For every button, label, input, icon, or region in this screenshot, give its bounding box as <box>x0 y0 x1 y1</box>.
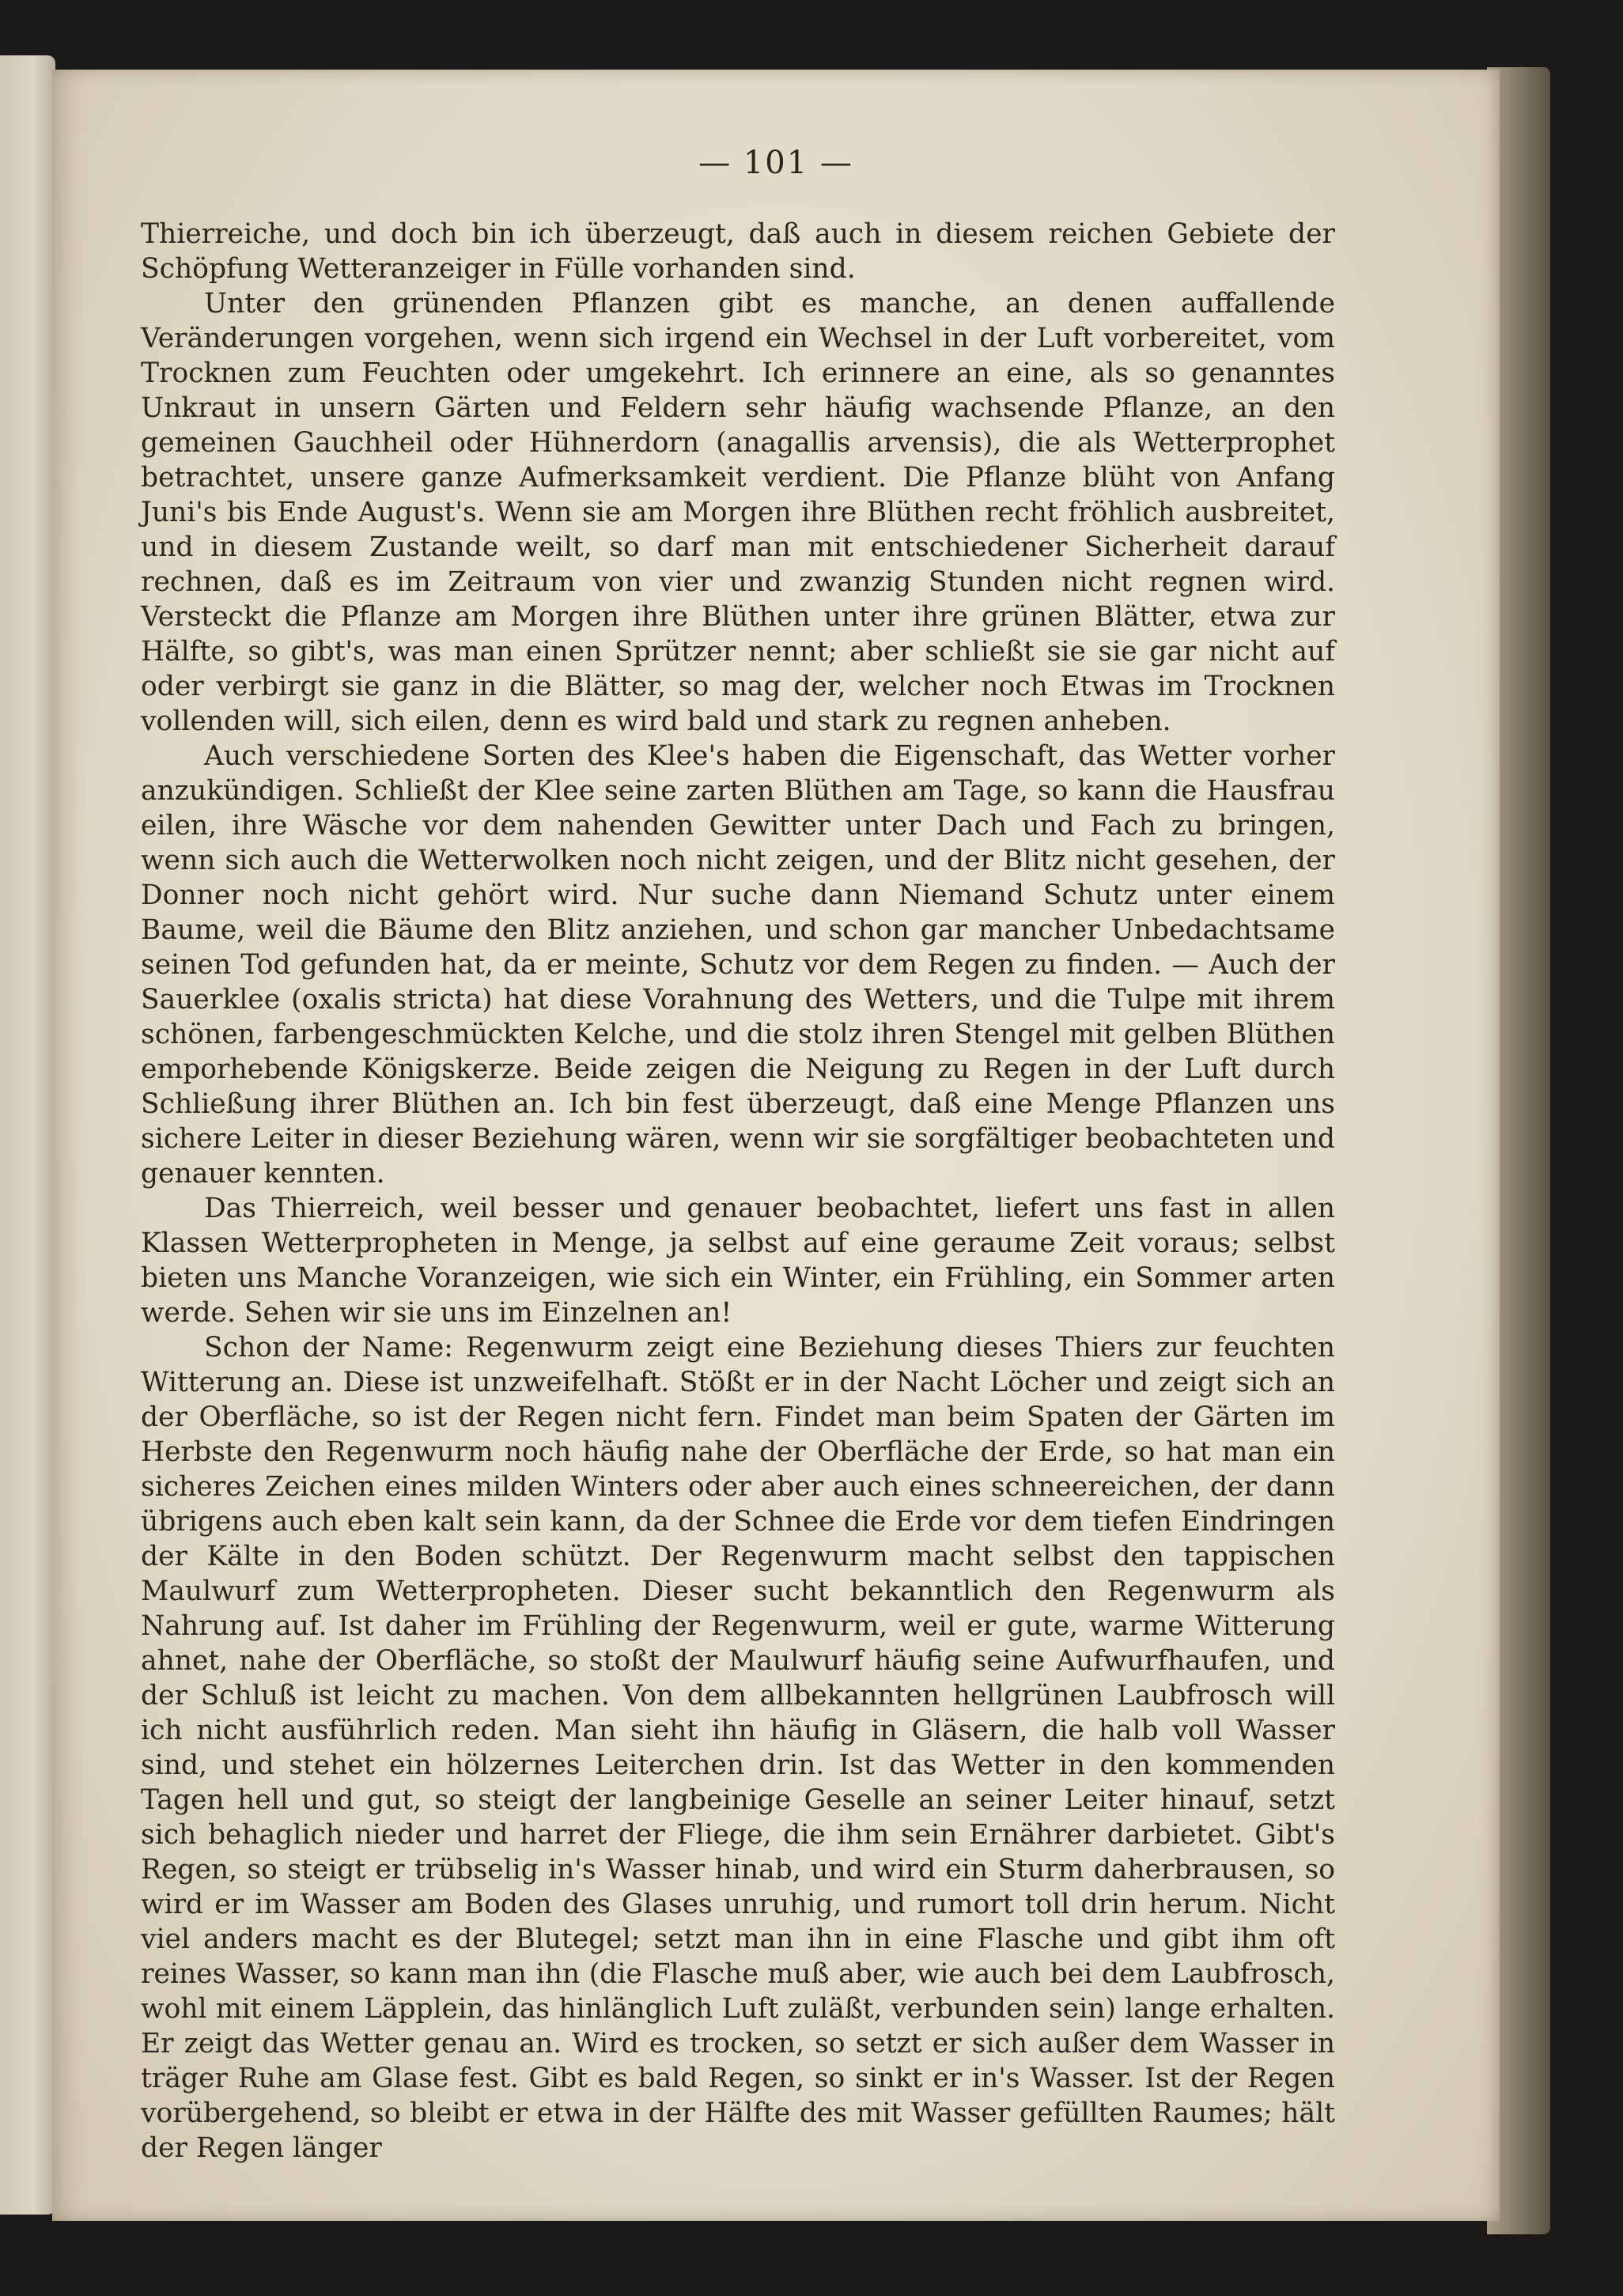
book-page <box>52 70 1500 2221</box>
paragraph-4: Das Thierreich, weil besser und genauer beobachtet, liefert uns fast in allen Klassen Wetterpropheten in Menge, ja selbst auf eine geraume Zeit voraus; selbst bieten uns Manche Voranzeigen, wie sich ein Winter, ein Frühling, ein Sommer arten werde. Sehen wir sie uns im Einzelnen an! <box>141 1193 1335 1329</box>
page-number: — 101 — <box>698 145 853 181</box>
left-page-edge <box>0 55 55 2215</box>
paragraph-1: Thierreiche, und doch bin ich überzeugt, daß auch in diesem reichen Gebiete der Schöpfung Wetteranzeiger in Fülle vorhanden sind. <box>141 218 1335 285</box>
paragraph-5: Schon der Name: Regenwurm zeigt eine Beziehung dieses Thiers zur feuchten Witterung an. Diese ist unzweifelhaft. Stößt er in der Nacht Löcher und zeigt sich an der Oberfläche, so ist der Regen nicht fern. Findet man beim Spaten der Gärten im Herbste den Regenwurm noch häufig nahe der Oberfläche der Erde, so hat man ein sicheres Zeichen eines milden Winters oder aber auch eines schneereichen, der dann übrigens auch eben kalt sein kann, da der Schnee die Erde vor dem tiefen Eindringen der Kälte in den Boden schützt. Der Regenwurm macht selbst den tappischen Maulwurf zum Wetterpropheten. Dieser sucht bekanntlich den Regenwurm als Nahrung auf. Ist daher im Frühling der Regenwurm, weil er gute, warme Witterung ahnet, nahe der Oberfläche, so stoßt der Maulwurf häufig seine Aufwurfhaufen, und der Schluß ist leicht zu machen. Von dem allbekannten hellgrünen Laubfrosch will ich nicht ausführlich reden. Man sieht ihn häufig in Gläsern, die halb voll Wasser sind, und stehet ein hölzernes Leiterchen drin. Ist das Wetter in den kommenden Tagen hell und gut, so steigt der langbeinige Geselle an seiner Leiter hinauf, setzt sich behaglich nieder und harret der Fliege, die ihm sein Ernährer darbietet. Gibt's Regen, so steigt er trübselig in's Wasser hinab, und wird ein Sturm daherbrausen, so wird er im Wasser am Boden des Glases unruhig, und rumort toll drin herum. Nicht viel anders macht es der Blutegel; setzt man ihn in eine Flasche und gibt ihm oft reines Wasser, so kann man ihn (die Flasche muß aber, wie auch bei dem Laubfrosch, wohl mit einem Läpplein, das hinlänglich Luft zuläßt, verbunden sein) lange erhalten. Er zeigt das Wetter genau an. Wird es trocken, so setzt er sich außer dem Wasser in träger Ruhe am Glase fest. Gibt es bald Regen, so sinkt er in's Wasser. Ist der Regen vorübergehend, so bleibt er etwa in der Hälfte des mit Wasser gefüllten Raumes; hält der Regen länger <box>141 1332 1335 2164</box>
paragraph-3: Auch verschiedene Sorten des Klee's haben die Eigenschaft, das Wetter vorher anzukündigen. Schließt der Klee seine zarten Blüthen am Tage, so kann die Hausfrau eilen, ihre Wäsche vor dem nahenden Gewitter unter Dach und Fach zu bringen, wenn sich auch die Wetterwolken noch nicht zeigen, und der Blitz nicht gesehen, der Donner noch nicht gehört wird. Nur suche dann Niemand Schutz unter einem Baume, weil die Bäume den Blitz anziehen, und schon gar mancher Unbedachtsame seinen Tod gefunden hat, da er meinte, Schutz vor dem Regen zu finden. — Auch der Sauerklee (oxalis stricta) hat diese Vorahnung des Wetters, und die Tulpe mit ihrem schönen, farbengeschmückten Kelche, und die stolz ihren Stengel mit gelben Blüthen emporhebende Königskerze. Beide zeigen die Neigung zu Regen in der Luft durch Schließung ihrer Blüthen an. Ich bin fest überzeugt, daß eine Menge Pflanzen uns sichere Leiter in dieser Beziehung wären, wenn wir sie sorgfältiger beobachteten und genauer kennten. <box>141 740 1335 1190</box>
paragraph-2: Unter den grünenden Pflanzen gibt es manche, an denen auffallende Veränderungen vorgehen, wenn sich irgend ein Wechsel in der Luft vorbereitet, vom Trocknen zum Feuchten oder umgekehrt. Ich erinnere an eine, als so genanntes Unkraut in unsern Gärten und Feldern sehr häufig wachsende Pflanze, an den gemeinen Gauchheil oder Hühnerdorn (anagallis arvensis), die als Wetterprophet betrachtet, unsere ganze Aufmerksamkeit verdient. Die Pflanze blüht von Anfang Juni's bis Ende August's. Wenn sie am Morgen ihre Blüthen recht fröhlich ausbreitet, und in diesem Zustande weilt, so darf man mit entschiedener Sicherheit darauf rechnen, daß es im Zeitraum von vier und zwanzig Stunden nicht regnen wird. Versteckt die Pflanze am Morgen ihre Blüthen unter ihre grünen Blätter, etwa zur Hälfte, so gibt's, was man einen Sprützer nennt; aber schließt sie sie gar nicht auf oder verbirgt sie ganz in die Blätter, so mag der, welcher noch Etwas im Trocknen vollenden will, sich eilen, denn es wird bald und stark zu regnen anheben. <box>141 288 1335 737</box>
page-text <box>141 217 1335 2166</box>
